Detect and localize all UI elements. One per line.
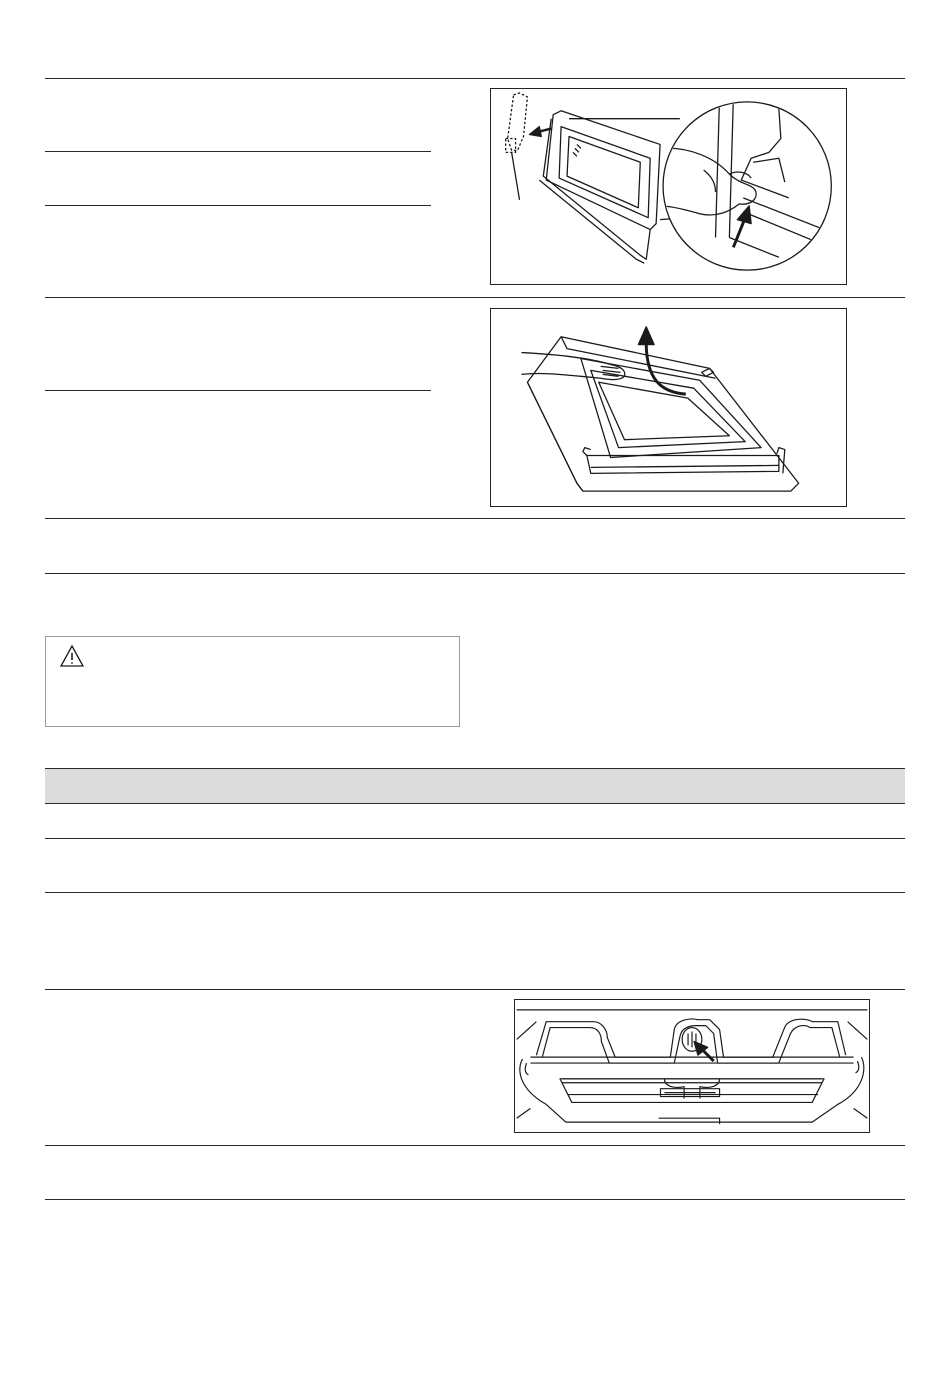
hinge-bracket-outline — [506, 93, 528, 152]
row-divider — [45, 1199, 905, 1200]
sub-row-divider — [45, 205, 431, 206]
sub-row-divider — [45, 390, 431, 391]
row-divider — [45, 78, 905, 79]
row-divider — [45, 989, 905, 990]
warning-triangle-icon — [59, 644, 85, 668]
table-header-bar — [45, 768, 905, 804]
row-divider — [45, 297, 905, 298]
sub-row-divider — [45, 151, 431, 152]
oven-lamp-illustration — [514, 999, 870, 1133]
row-divider — [45, 838, 905, 839]
row-divider — [45, 573, 905, 574]
row-divider — [45, 1145, 905, 1146]
door-hinge-illustration — [490, 88, 847, 285]
row-divider — [45, 518, 905, 519]
door-lift-illustration — [490, 308, 847, 507]
warning-box — [45, 636, 460, 727]
row-divider — [45, 892, 905, 893]
